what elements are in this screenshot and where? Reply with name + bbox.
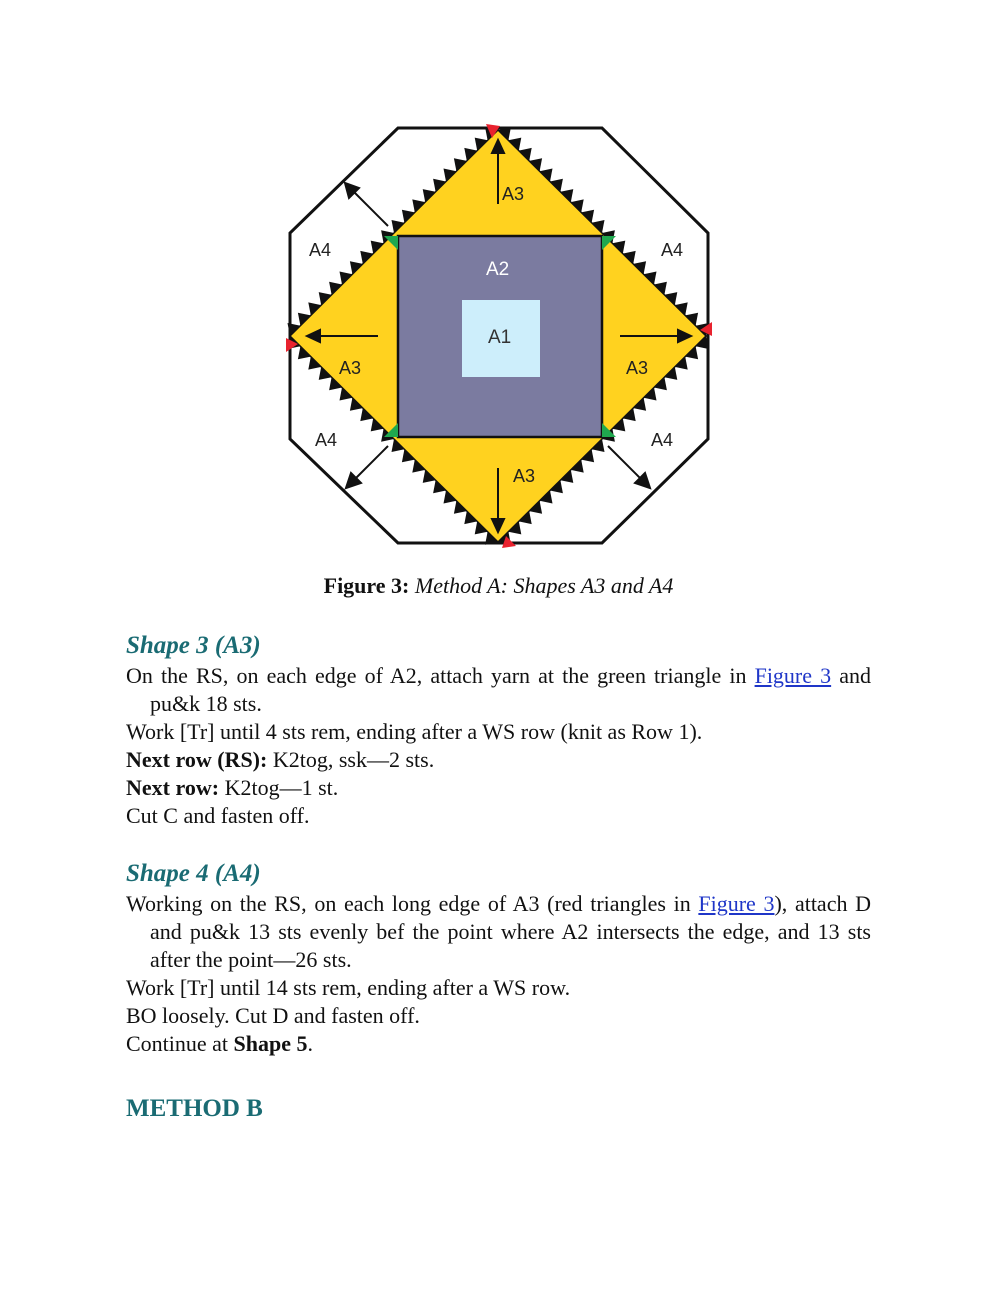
method-b-heading: METHOD B — [126, 1095, 263, 1122]
shape-4-p4-after: . — [307, 1031, 314, 1056]
figure-caption — [0, 572, 997, 600]
shape-4-heading: Shape 4 (A4) — [126, 860, 261, 887]
shape-4-p4-text: Continue at — [126, 1031, 229, 1056]
shape-3-p3-bold: Next row (RS): — [126, 747, 268, 772]
method-b-section — [126, 1093, 871, 1125]
label-a2: A2 — [486, 259, 510, 280]
caption-text: Method A: Shapes A3 and A4 — [414, 573, 674, 598]
shape-3-paragraph-4 — [126, 774, 871, 802]
shape-4-p1-after: ), attach D and pu&k 13 sts evenly bef the point where A2 intersects the edge, and 13 sts after the point—26 sts. — [150, 891, 871, 972]
label-a4-top-right: A4 — [661, 240, 684, 260]
shape-4-paragraph-1 — [126, 890, 871, 974]
shape-4-p4-bold: Shape 5 — [233, 1031, 308, 1056]
shape-4-paragraph-2: Work [Tr] until 14 sts rem, ending after a WS row. — [126, 975, 571, 1000]
label-a4-bottom-left: A4 — [315, 430, 338, 450]
shape-4-paragraph-4 — [126, 1030, 871, 1058]
label-a1: A1 — [488, 327, 512, 348]
shape-3-p1-text: On the RS, on each edge of A2, attach yarn at the green triangle in — [126, 663, 747, 688]
label-a3-top: A3 — [502, 184, 525, 204]
shape-3-p4-bold: Next row: — [126, 775, 220, 800]
shape-3-paragraph-5: Cut C and fasten off. — [126, 803, 310, 828]
shape-4-paragraph-3: BO loosely. Cut D and fasten off. — [126, 1003, 420, 1028]
label-a4-top-left: A4 — [309, 240, 332, 260]
shape-3-p1-after: and pu&k 18 sts. — [150, 663, 871, 716]
shape-3-paragraph-3 — [126, 746, 871, 774]
figure-3-link-2[interactable]: Figure 3 — [698, 891, 775, 916]
shape-4-section — [126, 858, 871, 1058]
shape-3-paragraph-2: Work [Tr] until 4 sts rem, ending after a WS row (knit as Row 1). — [126, 719, 703, 744]
shape-3-p4-text: K2tog—1 st. — [224, 775, 339, 800]
label-a3-right: A3 — [626, 358, 649, 378]
shape-3-heading: Shape 3 (A3) — [126, 632, 261, 659]
shape-3-paragraph-1 — [126, 662, 871, 718]
label-a3-left: A3 — [339, 358, 362, 378]
figure-3-link[interactable]: Figure 3 — [754, 663, 832, 688]
shape-4-p1-text: Working on the RS, on each long edge of A3 (red triangles in — [126, 891, 691, 916]
caption-label: Figure 3: — [323, 573, 410, 598]
shape-3-p3-text: K2tog, ssk—2 sts. — [272, 747, 435, 772]
label-a4-bottom-right: A4 — [651, 430, 674, 450]
figure-3-diagram — [280, 118, 720, 558]
label-a3-bottom: A3 — [513, 466, 536, 486]
shape-3-section — [126, 630, 871, 830]
